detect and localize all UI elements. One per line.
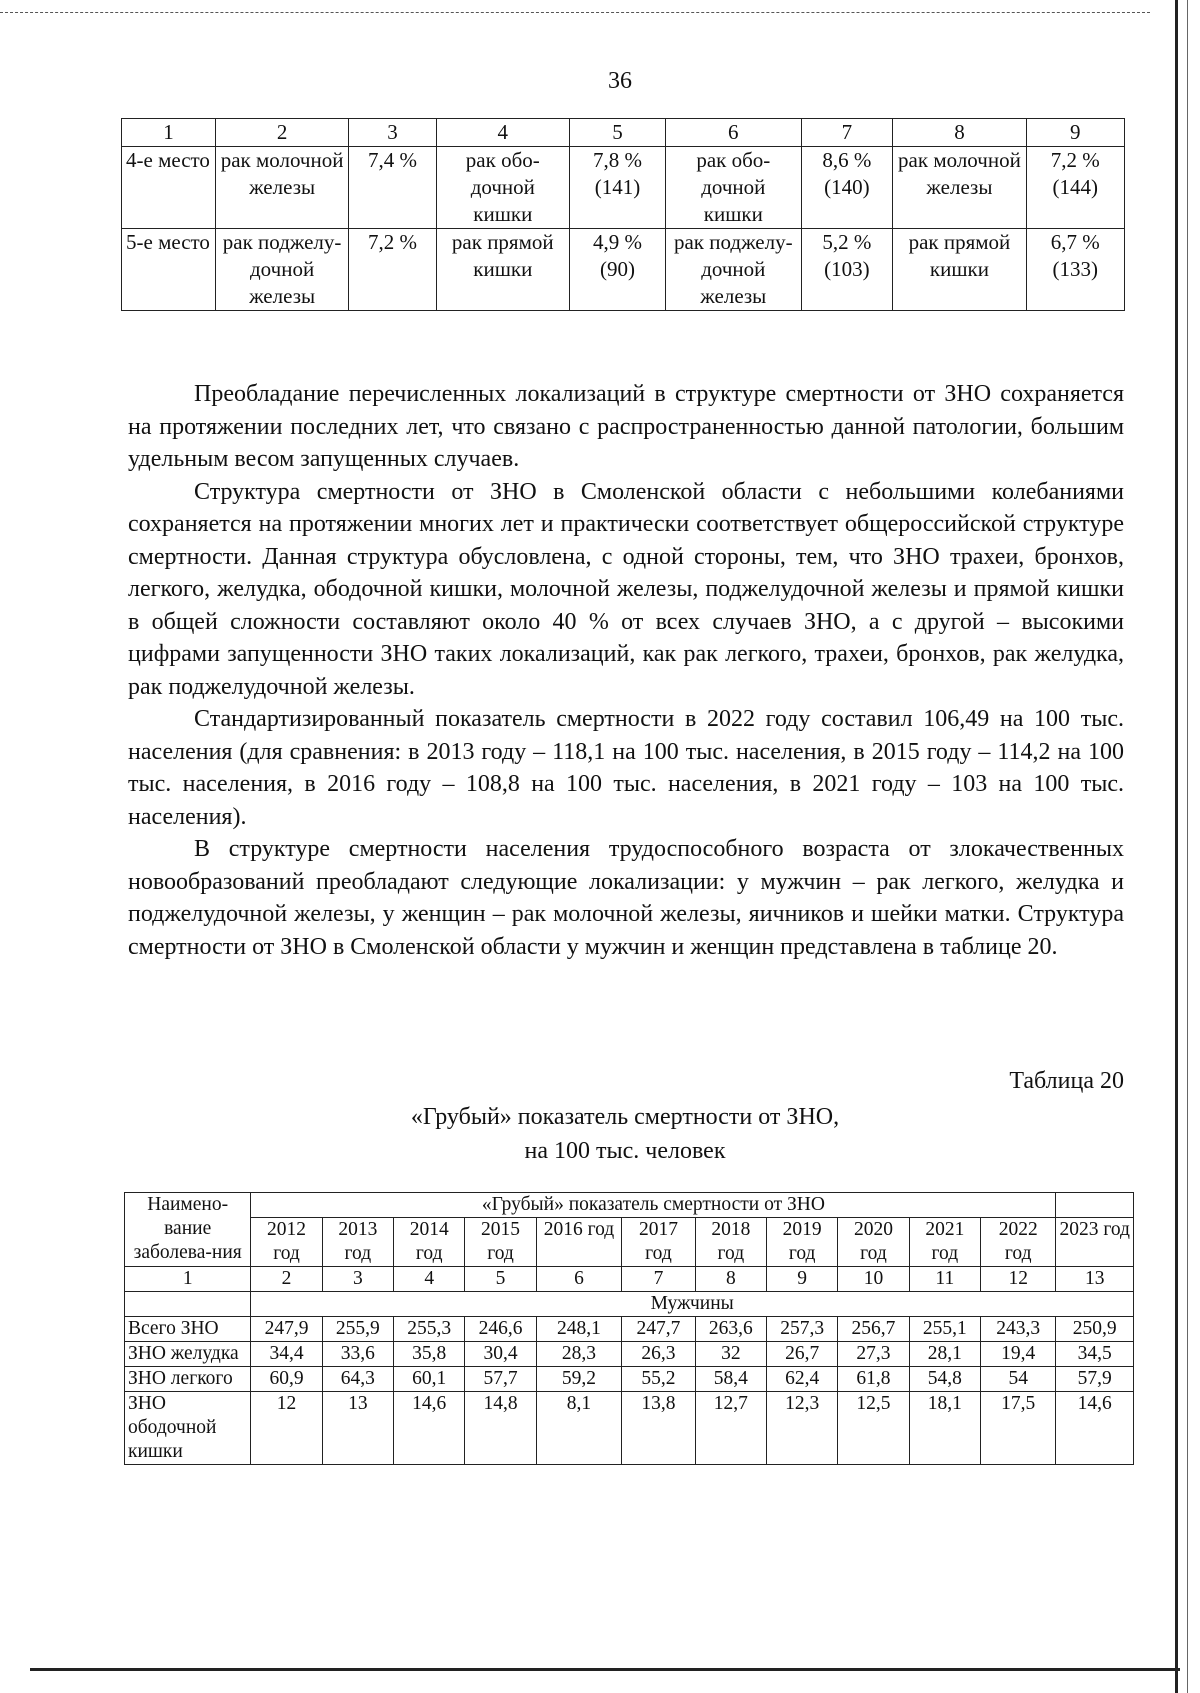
table-row <box>125 1342 1134 1367</box>
year-cell: 2019 год <box>767 1218 838 1267</box>
value-cell: 12,3 <box>767 1392 838 1465</box>
value-cell: 34,5 <box>1056 1342 1134 1367</box>
row-label: ЗНО легкого <box>125 1367 251 1392</box>
group-header-cell: «Грубый» показатель смертности от ЗНО <box>251 1193 1056 1218</box>
header-cell: 1 <box>122 119 216 147</box>
value-cell: 247,7 <box>622 1317 695 1342</box>
table-cell: рак молочной железы <box>215 147 348 229</box>
year-cell: 2020 год <box>838 1218 909 1267</box>
table-cell: 8,6 % (140) <box>801 147 893 229</box>
table-cell: 4,9 % (90) <box>569 229 665 311</box>
value-cell: 27,3 <box>838 1342 909 1367</box>
ranking-table <box>121 118 1125 311</box>
header-cell: 2 <box>215 119 348 147</box>
value-cell: 58,4 <box>695 1367 766 1392</box>
col-number-cell: 8 <box>695 1267 766 1292</box>
table-cell: 7,2 % <box>349 229 436 311</box>
header-cell: 4 <box>436 119 569 147</box>
value-cell: 14,6 <box>1056 1392 1134 1465</box>
table-cell: 7,8 % (141) <box>569 147 665 229</box>
value-cell: 257,3 <box>767 1317 838 1342</box>
header-cell: 9 <box>1026 119 1124 147</box>
col-number-cell: 4 <box>394 1267 465 1292</box>
table-cell: 7,2 % (144) <box>1026 147 1124 229</box>
table-title-line: «Грубый» показатель смертности от ЗНО, <box>410 1104 840 1130</box>
value-cell: 64,3 <box>322 1367 393 1392</box>
year-cell: 2023 год <box>1056 1218 1134 1267</box>
table-cell: рак молочной железы <box>893 147 1026 229</box>
year-cell: 2013 год <box>322 1218 393 1267</box>
table-title <box>0 1100 1200 1168</box>
col-number-cell: 9 <box>767 1267 838 1292</box>
value-cell: 60,9 <box>251 1367 322 1392</box>
column-number-row <box>125 1267 1134 1292</box>
value-cell: 256,7 <box>838 1317 909 1342</box>
value-cell: 32 <box>695 1342 766 1367</box>
value-cell: 13 <box>322 1392 393 1465</box>
header-cell: 7 <box>801 119 893 147</box>
value-cell: 57,7 <box>465 1367 536 1392</box>
year-cell: 2018 год <box>695 1218 766 1267</box>
row-label: ЗНО желудка <box>125 1342 251 1367</box>
row-label: Всего ЗНО <box>125 1317 251 1342</box>
col-number-cell: 7 <box>622 1267 695 1292</box>
mortality-table <box>124 1192 1134 1465</box>
value-cell: 255,1 <box>909 1317 980 1342</box>
table-cell: рак поджелу-дочной железы <box>666 229 801 311</box>
table-cell: 5,2 % (103) <box>801 229 893 311</box>
row-label: ЗНО ободочной кишки <box>125 1392 251 1465</box>
year-header-row <box>125 1218 1134 1267</box>
value-cell: 54,8 <box>909 1367 980 1392</box>
rank-cell: 5-е место <box>122 229 216 311</box>
table-row <box>125 1317 1134 1342</box>
table-cell: рак обо-дочной кишки <box>666 147 801 229</box>
year-cell: 2016 год <box>536 1218 622 1267</box>
table-cell: рак прямой кишки <box>893 229 1026 311</box>
col-number-cell: 6 <box>536 1267 622 1292</box>
value-cell: 18,1 <box>909 1392 980 1465</box>
year-cell: 2017 год <box>622 1218 695 1267</box>
year-cell: 2021 год <box>909 1218 980 1267</box>
value-cell: 248,1 <box>536 1317 622 1342</box>
value-cell: 62,4 <box>767 1367 838 1392</box>
col-number-cell: 10 <box>838 1267 909 1292</box>
value-cell: 12,5 <box>838 1392 909 1465</box>
value-cell: 55,2 <box>622 1367 695 1392</box>
value-cell: 19,4 <box>980 1342 1055 1367</box>
col-number-cell: 11 <box>909 1267 980 1292</box>
table-row <box>125 1392 1134 1465</box>
year-cell: 2014 год <box>394 1218 465 1267</box>
section-cell: Мужчины <box>251 1292 1134 1317</box>
paragraph: В структуре смертности населения трудоспособного возраста от злокачественных новообразований преобладают следующие локализации: у мужчин – рак легкого, желудка и поджелудочной железы, у женщин – рак молочной железы, яичников и шейки матки. Структура смертности от ЗНО в Смоленской области у мужчин и женщин представлена в таблице 20. <box>128 836 1124 960</box>
value-cell: 12 <box>251 1392 322 1465</box>
value-cell: 26,7 <box>767 1342 838 1367</box>
col-number-cell: 2 <box>251 1267 322 1292</box>
table-cell: рак обо-дочной кишки <box>436 147 569 229</box>
col-number-cell: 13 <box>1056 1267 1134 1292</box>
value-cell: 33,6 <box>322 1342 393 1367</box>
table-caption: Таблица 20 <box>1009 1068 1124 1094</box>
value-cell: 28,1 <box>909 1342 980 1367</box>
header-cell: 5 <box>569 119 665 147</box>
table-cell: 6,7 % (133) <box>1026 229 1124 311</box>
value-cell: 12,7 <box>695 1392 766 1465</box>
value-cell: 8,1 <box>536 1392 622 1465</box>
year-cell: 2022 год <box>980 1218 1055 1267</box>
table-row <box>122 147 1125 229</box>
col-number-cell: 1 <box>125 1267 251 1292</box>
header-cell: 6 <box>666 119 801 147</box>
rank-cell: 4-е место <box>122 147 216 229</box>
value-cell: 17,5 <box>980 1392 1055 1465</box>
paragraph: Преобладание перечисленных локализаций в структуре смертности от ЗНО сохраняется на протяжении последних лет, что связано с распространенностью данной патологии, большим удельным весом запущенных случаев. <box>128 381 1124 472</box>
year-cell: 2012 год <box>251 1218 322 1267</box>
table-row <box>125 1367 1134 1392</box>
table-row <box>122 229 1125 311</box>
value-cell: 263,6 <box>695 1317 766 1342</box>
value-cell: 61,8 <box>838 1367 909 1392</box>
table-header-row <box>122 119 1125 147</box>
col-number-cell: 12 <box>980 1267 1055 1292</box>
value-cell: 255,3 <box>394 1317 465 1342</box>
section-empty-cell <box>125 1292 251 1317</box>
paragraph: Структура смертности от ЗНО в Смоленской области с небольшими колебаниями сохраняется на протяжении многих лет и практически соответствует общероссийской структуре смертности. Данная структура обусловлена, с одной стороны, тем, что ЗНО трахеи, бронхов, легкого, желудка, ободочной кишки, молочной железы, поджелудочной железы и прямой кишки в общей сложности составляют около 40 % от всех случаев ЗНО, а с другой – высокими цифрами запущенности ЗНО таких локализаций, как рак легкого, трахеи, бронхов, рак желудка, рак поджелудочной железы. <box>128 478 1124 700</box>
value-cell: 247,9 <box>251 1317 322 1342</box>
scan-artifact-bottom <box>30 1668 1180 1671</box>
body-text <box>128 378 1124 963</box>
page-number: 36 <box>608 68 632 94</box>
scan-artifact-top <box>0 12 1150 13</box>
value-cell: 26,3 <box>622 1342 695 1367</box>
value-cell: 255,9 <box>322 1317 393 1342</box>
value-cell: 60,1 <box>394 1367 465 1392</box>
value-cell: 54 <box>980 1367 1055 1392</box>
scan-artifact-right-edge <box>1175 0 1178 1693</box>
section-row <box>125 1292 1134 1317</box>
header-cell-empty <box>1056 1193 1134 1218</box>
value-cell: 250,9 <box>1056 1317 1134 1342</box>
table-title-line: на 100 тыс. человек <box>524 1138 726 1164</box>
value-cell: 30,4 <box>465 1342 536 1367</box>
header-cell: 3 <box>349 119 436 147</box>
value-cell: 35,8 <box>394 1342 465 1367</box>
header-cell: 8 <box>893 119 1026 147</box>
col-number-cell: 3 <box>322 1267 393 1292</box>
table-cell: 7,4 % <box>349 147 436 229</box>
scan-artifact-right-edge-thin <box>1187 0 1188 1693</box>
paragraph: Стандартизированный показатель смертности в 2022 году составил 106,49 на 100 тыс. населения (для сравнения: в 2013 году – 118,1 на 100 тыс. населения, в 2015 году – 114,2 на 100 тыс. населения, в 2016 году – 108,8 на 100 тыс. населения, в 2021 году – 103 на 100 тыс. населения). <box>128 706 1124 830</box>
name-header-cell: Наимено-вание заболева-ния <box>125 1193 251 1267</box>
value-cell: 246,6 <box>465 1317 536 1342</box>
value-cell: 59,2 <box>536 1367 622 1392</box>
table-header-row <box>125 1193 1134 1218</box>
value-cell: 57,9 <box>1056 1367 1134 1392</box>
table-cell: рак прямой кишки <box>436 229 569 311</box>
value-cell: 243,3 <box>980 1317 1055 1342</box>
value-cell: 13,8 <box>622 1392 695 1465</box>
value-cell: 28,3 <box>536 1342 622 1367</box>
value-cell: 34,4 <box>251 1342 322 1367</box>
value-cell: 14,6 <box>394 1392 465 1465</box>
year-cell: 2015 год <box>465 1218 536 1267</box>
value-cell: 14,8 <box>465 1392 536 1465</box>
col-number-cell: 5 <box>465 1267 536 1292</box>
table-cell: рак поджелу-дочной железы <box>215 229 348 311</box>
